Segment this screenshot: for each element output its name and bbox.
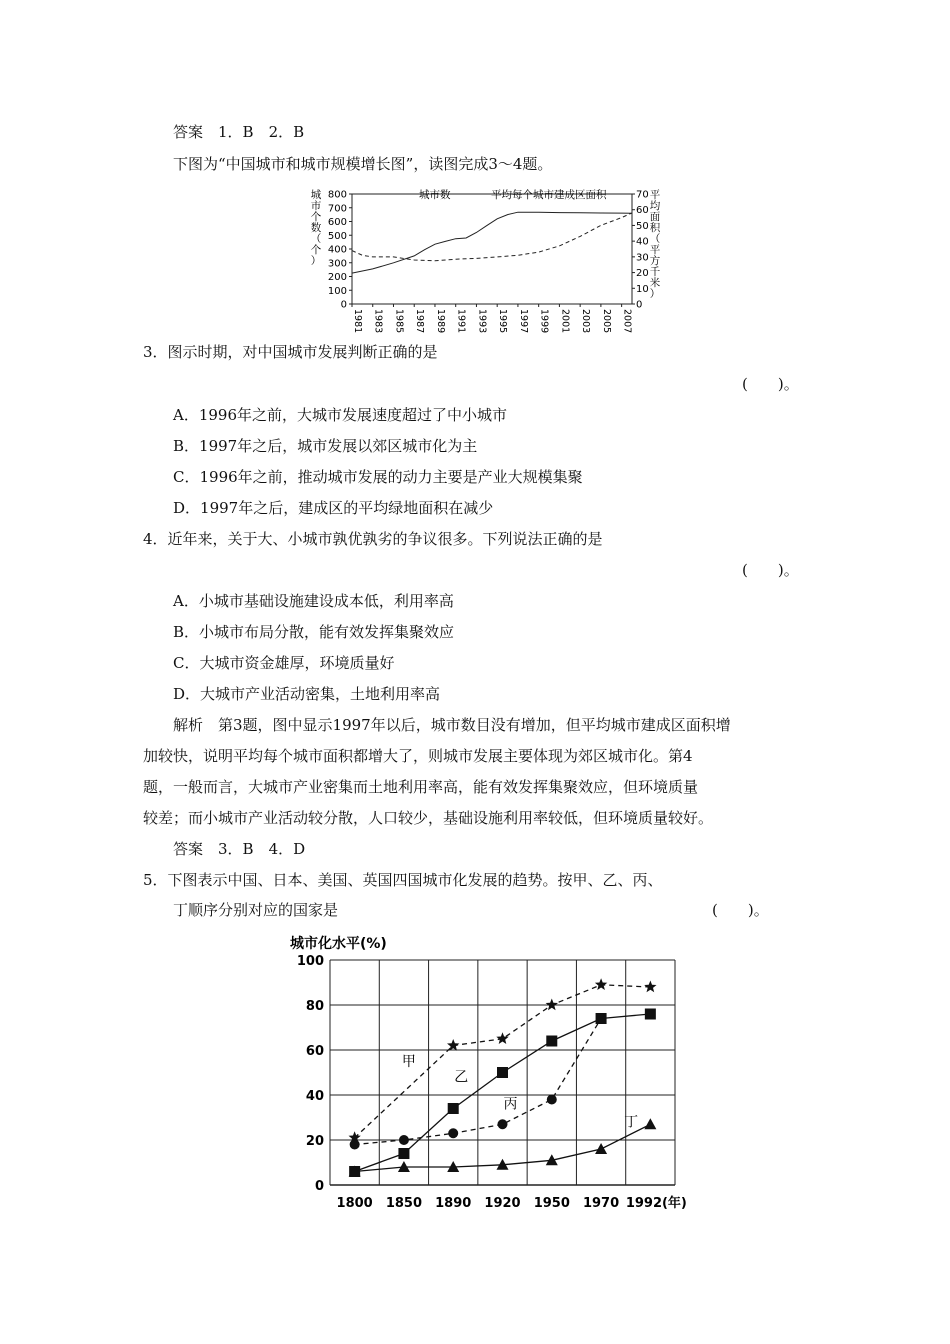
x-tick-label: 1981 — [352, 309, 363, 334]
x-tick-label: 2007 — [621, 309, 633, 334]
left-tick-label: 200 — [327, 272, 347, 283]
circle-marker — [547, 1095, 557, 1105]
series-name-label: 丁 — [624, 1114, 639, 1131]
right-tick-label: 10 — [636, 283, 649, 295]
q3-option-b: B．1997年之后，城市发展以郊区城市化为主 — [173, 437, 478, 455]
series-line — [355, 985, 651, 1138]
x-tick-label: 2005 — [600, 309, 612, 334]
right-tick-label: 40 — [636, 236, 649, 248]
question-4: 4．近年来，关于大、小城市孰优孰劣的争议很多。下列说法正确的是 — [143, 530, 603, 548]
question-4-blank: ( )。 — [742, 561, 799, 579]
right-tick-label: 50 — [636, 220, 649, 232]
explanation-line-1: 解析 第3题，图中显示1997年以后，城市数目没有增加，但平均城市建成区面积增 — [173, 716, 731, 734]
x-tick-label: 1950 — [533, 1196, 570, 1211]
right-axis-label: ） — [649, 288, 660, 300]
chart-title: 城市化水平(%) — [290, 936, 387, 952]
left-tick-label: 0 — [340, 299, 347, 311]
right-axis-label: 米 — [649, 277, 660, 289]
urbanization-chart — [280, 928, 710, 1218]
circle-marker — [596, 1014, 606, 1024]
left-axis-label: 个 — [310, 211, 322, 223]
left-axis-label: （ — [310, 233, 322, 245]
x-tick-label: 1983 — [372, 309, 384, 334]
left-tick-label: 700 — [327, 203, 347, 215]
question-3-blank: ( )。 — [742, 375, 799, 393]
series-line-city-count — [352, 212, 632, 273]
x-tick-label: 1997 — [517, 309, 529, 334]
left-axis-label: 数 — [310, 222, 322, 234]
question-5-cont: 丁顺序分别对应的国家是 — [173, 901, 339, 919]
legend-label: 城市数 — [419, 189, 451, 201]
q3-option-d: D．1997年之后，建成区的平均绿地面积在减少 — [173, 499, 494, 517]
left-tick-label: 600 — [327, 217, 347, 228]
q3-option-c: C．1996年之前，推动城市发展的动力主要是产业大规模集聚 — [173, 468, 583, 486]
right-tick-label: 20 — [636, 268, 649, 280]
x-tick-label: 1987 — [414, 309, 426, 334]
circle-marker — [350, 1140, 360, 1150]
right-axis-label: 均 — [649, 200, 660, 212]
x-tick-label: 1985 — [393, 309, 405, 334]
answer-line-3-4: 答案 3．B 4．D — [173, 840, 306, 858]
q4-option-b: B．小城市布局分散，能有效发挥集聚效应 — [173, 623, 455, 641]
right-tick-label: 0 — [636, 299, 643, 311]
star-marker — [595, 978, 607, 990]
q4-option-d: D．大城市产业活动密集，土地利用率高 — [173, 685, 441, 703]
x-tick-label: 1991 — [455, 309, 467, 334]
left-tick-label: 100 — [327, 285, 347, 297]
x-tick-label: 1993 — [476, 309, 488, 334]
explanation-line-2: 加较快，说明平均每个城市面积都增大了，则城市发展主要体现为郊区城市化。第4 — [143, 747, 693, 765]
square-marker — [398, 1148, 409, 1159]
right-axis-label: 面 — [649, 211, 660, 223]
x-tick-label: 1850 — [385, 1196, 423, 1211]
right-axis-label: 方 — [649, 255, 660, 267]
answer-line-1-2: 答案 1．B 2．B — [173, 123, 305, 141]
right-tick-label: 60 — [636, 205, 649, 217]
city-growth-chart — [300, 182, 660, 334]
explanation-line-4: 较差；而小城市产业活动较分散，人口较少，基础设施利用率较低，但环境质量较好。 — [143, 809, 714, 827]
right-axis-label: （ — [649, 233, 660, 245]
x-tick-label: 1890 — [435, 1196, 472, 1211]
question-3: 3．图示时期，对中国城市发展判断正确的是 — [143, 343, 438, 361]
series-name-label: 丙 — [503, 1096, 518, 1113]
triangle-marker — [595, 1143, 607, 1154]
y-tick-label: 40 — [305, 1089, 324, 1104]
right-axis-label: 积 — [649, 222, 660, 234]
series-name-label: 甲 — [401, 1053, 416, 1070]
left-tick-label: 800 — [327, 189, 347, 201]
left-axis-label: 个 — [310, 244, 322, 256]
circle-marker — [399, 1135, 409, 1145]
intro-q3-4: 下图为“中国城市和城市规模增长图”，读图完成3～4题。 — [173, 155, 553, 173]
square-marker — [448, 1103, 459, 1114]
y-tick-label: 80 — [305, 999, 324, 1014]
right-tick-label: 70 — [636, 189, 649, 201]
circle-marker — [448, 1128, 458, 1138]
y-tick-label: 60 — [305, 1044, 324, 1059]
x-tick-label: 2003 — [580, 309, 592, 334]
x-tick-label: 2001 — [559, 309, 571, 334]
y-tick-label: 100 — [296, 954, 324, 969]
legend-label: 平均每个城市建成区面积 — [491, 189, 607, 201]
q3-option-a: A．1996年之前，大城市发展速度超过了中小城市 — [173, 406, 508, 424]
right-tick-label: 30 — [636, 252, 649, 264]
plot-frame — [352, 194, 632, 304]
x-tick-label: 1970 — [582, 1196, 620, 1211]
star-marker — [644, 981, 656, 993]
x-tick-label: 1800 — [336, 1196, 373, 1211]
q4-option-c: C．大城市资金雄厚，环境质量好 — [173, 654, 395, 672]
question-5-blank: ( )。 — [712, 901, 769, 919]
q4-option-a: A．小城市基础设施建设成本低，利用率高 — [173, 592, 454, 610]
right-axis-label: 平 — [649, 189, 660, 201]
left-axis-label: ） — [310, 255, 322, 267]
star-marker — [496, 1032, 508, 1044]
left-tick-label: 300 — [327, 258, 347, 270]
left-axis-label: 市 — [310, 200, 322, 212]
left-tick-label: 400 — [327, 244, 347, 256]
y-tick-label: 20 — [305, 1134, 324, 1149]
x-tick-label: 1920 — [484, 1196, 521, 1211]
left-axis-label: 城 — [310, 189, 322, 201]
x-tick-label: 1999 — [538, 309, 550, 334]
explanation-line-3: 题，一般而言，大城市产业密集而土地利用率高，能有效发挥集聚效应，但环境质量 — [143, 778, 699, 796]
y-tick-label: 0 — [314, 1179, 324, 1194]
left-tick-label: 500 — [327, 230, 347, 242]
right-axis-label: 千 — [649, 266, 660, 278]
square-marker — [546, 1036, 557, 1047]
square-marker — [497, 1067, 508, 1078]
x-tick-label: 1992(年) — [625, 1196, 687, 1211]
circle-marker — [498, 1119, 508, 1129]
series-name-label: 乙 — [454, 1069, 469, 1086]
series-line-avg-area — [352, 213, 632, 261]
star-marker — [546, 999, 558, 1011]
x-tick-label: 1989 — [434, 309, 446, 334]
square-marker — [645, 1009, 656, 1020]
question-5: 5．下图表示中国、日本、美国、英国四国城市化发展的趋势。按甲、乙、丙、 — [143, 871, 663, 889]
right-axis-label: 平 — [649, 244, 660, 256]
x-tick-label: 1995 — [497, 309, 509, 334]
triangle-marker — [644, 1118, 656, 1129]
